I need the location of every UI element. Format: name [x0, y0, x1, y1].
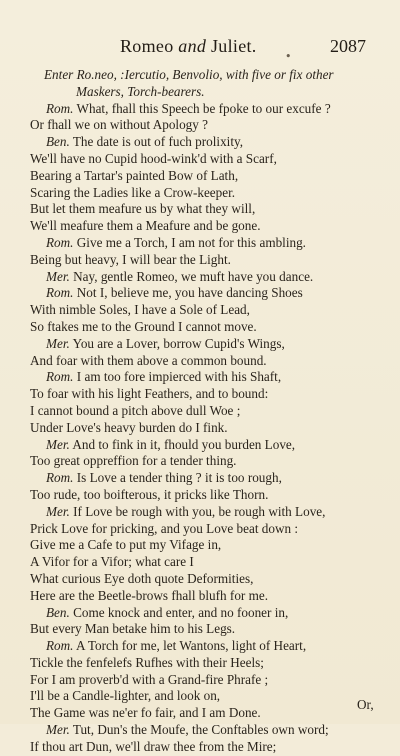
line-text: Prick Love for pricking, and you Love beat down : — [30, 520, 299, 536]
text-line — [30, 688, 380, 705]
line-text: Being but heavy, I will bear the Light. — [30, 251, 231, 267]
printer-dot: • — [285, 50, 292, 63]
text-line — [30, 655, 380, 672]
text-line — [30, 319, 380, 336]
text-line — [30, 437, 380, 454]
speaker-name: Rom. — [46, 638, 74, 654]
running-title — [120, 36, 257, 57]
line-text: Too great oppreffion for a tender thing. — [30, 453, 237, 469]
text-line — [30, 739, 380, 756]
line-text: We'll have no Cupid hood-wink'd with a Scarf, — [30, 150, 277, 166]
line-text: Scaring the Ladies like a Crow-keeper. — [30, 184, 236, 200]
text-line — [30, 420, 380, 437]
line-text: Not I, believe me, you have dancing Shoes — [73, 285, 303, 301]
line-text: And foar with them above a common bound. — [30, 352, 267, 368]
text-line — [30, 722, 380, 739]
line-text: To foar with his light Feathers, and to bound: — [30, 386, 269, 402]
line-text: What, fhall this Speech be fpoke to our excufe ? — [73, 100, 331, 116]
line-text: Bearing a Tartar's painted Bow of Lath, — [30, 167, 239, 183]
speaker-name: Mer. — [46, 722, 70, 738]
text-line — [30, 117, 380, 134]
play-text — [30, 67, 380, 756]
line-text: I am too fore impierced with his Shaft, — [73, 369, 282, 385]
line-text: Here are the Beetle-brows fhall blufh for me. — [30, 587, 269, 603]
line-text: What curious Eye doth quote Deformities, — [30, 570, 254, 586]
text-line — [30, 302, 380, 319]
text-line — [30, 269, 380, 286]
speaker-name: Rom. — [46, 234, 74, 250]
text-line — [30, 218, 380, 235]
line-text: Give me a Cafe to put my Vifage in, — [30, 537, 222, 553]
text-line — [30, 252, 380, 269]
line-text: If Love be rough with you, be rough with Love, — [69, 503, 326, 519]
page-header — [0, 14, 400, 63]
line-text: A Vifor for a Vifor; what care I — [30, 554, 194, 570]
text-line — [30, 605, 380, 622]
speaker-name: Rom. — [46, 100, 74, 116]
line-text: But every Man betake him to his Legs. — [30, 621, 236, 637]
text-line — [30, 672, 380, 689]
text-line — [30, 470, 380, 487]
text-line — [30, 168, 380, 185]
text-line — [30, 369, 380, 386]
speaker-name: Mer. — [46, 503, 70, 519]
line-text: With nimble Soles, I have a Sole of Lead, — [30, 302, 250, 318]
speaker-name: Mer. — [46, 335, 70, 351]
line-text: The date is out of fuch prolixity, — [69, 134, 244, 150]
line-text: Or fhall we on without Apology ? — [30, 117, 209, 133]
text-line — [30, 487, 380, 504]
line-text: The Game was ne'er fo fair, and I am Done. — [30, 705, 261, 721]
text-line — [30, 151, 380, 168]
text-line — [30, 504, 380, 521]
speaker-name: Rom. — [46, 285, 74, 301]
text-line — [30, 285, 380, 302]
speaker-name: Ben. — [46, 134, 70, 150]
text-line — [30, 134, 380, 151]
text-line — [30, 84, 380, 101]
text-line — [30, 336, 380, 353]
speaker-name: Rom. — [46, 470, 74, 486]
catchword: Or, — [357, 697, 374, 712]
text-line — [30, 353, 380, 370]
title-part2: Juliet. — [206, 36, 257, 56]
text-line — [30, 554, 380, 571]
line-text: I'll be a Candle-lighter, and look on, — [30, 688, 221, 704]
line-text: Maskers, Torch-bearers. — [76, 83, 205, 99]
line-text: For I am proverb'd with a Grand-fire Phrafe ; — [30, 671, 269, 687]
line-text: Enter Ro.neo, :Iercutio, Benvolio, with five or fix other — [44, 67, 334, 82]
line-text: Under Love's heavy burden do I fink. — [30, 419, 228, 435]
text-line — [30, 638, 380, 655]
title-part1: Romeo — [120, 36, 179, 56]
line-text: I cannot bound a pitch above dull Woe ; — [30, 402, 241, 418]
title-and: and — [178, 36, 207, 56]
text-line — [30, 235, 380, 252]
text-line — [30, 101, 380, 118]
text-line — [30, 521, 380, 538]
speaker-name: Mer. — [46, 436, 70, 452]
line-text: Nay, gentle Romeo, we muft have you dance. — [69, 268, 314, 284]
text-line — [30, 571, 380, 588]
line-text: You are a Lover, borrow Cupid's Wings, — [69, 335, 285, 351]
speaker-name: Mer. — [46, 268, 70, 284]
line-text: Tut, Dun's the Moufe, the Conftables own word; — [69, 722, 329, 738]
text-line — [30, 453, 380, 470]
line-text: Too rude, too boifterous, it pricks like Thorn. — [30, 486, 269, 502]
text-line — [30, 185, 380, 202]
line-text: And to fink in it, fhould you burden Love, — [69, 436, 296, 452]
text-line — [30, 705, 380, 722]
line-text: If thou art Dun, we'll draw thee from the Mire; — [30, 738, 277, 754]
line-text: Is Love a tender thing ? it is too rough, — [73, 470, 282, 486]
page-number: 2087 — [330, 36, 366, 56]
line-text: But let them meafure us by what they will, — [30, 201, 256, 217]
line-text: We'll meafure them a Meafure and be gone. — [30, 218, 261, 234]
text-line — [30, 386, 380, 403]
line-text: A Torch for me, let Wantons, light of Heart, — [73, 638, 307, 654]
line-text: Come knock and enter, and no fooner in, — [69, 604, 289, 620]
text-line — [30, 537, 380, 554]
text-line — [30, 403, 380, 420]
line-text: Give me a Torch, I am not for this ambling. — [73, 234, 306, 250]
text-line — [30, 201, 380, 218]
speaker-name: Rom. — [46, 369, 74, 385]
text-line — [30, 621, 380, 638]
text-line — [30, 67, 380, 84]
line-text: So ftakes me to the Ground I cannot move. — [30, 318, 257, 334]
text-line — [30, 588, 380, 605]
line-text: Tickle the fenfelefs Rufhes with their Heels; — [30, 654, 264, 670]
speaker-name: Ben. — [46, 604, 70, 620]
